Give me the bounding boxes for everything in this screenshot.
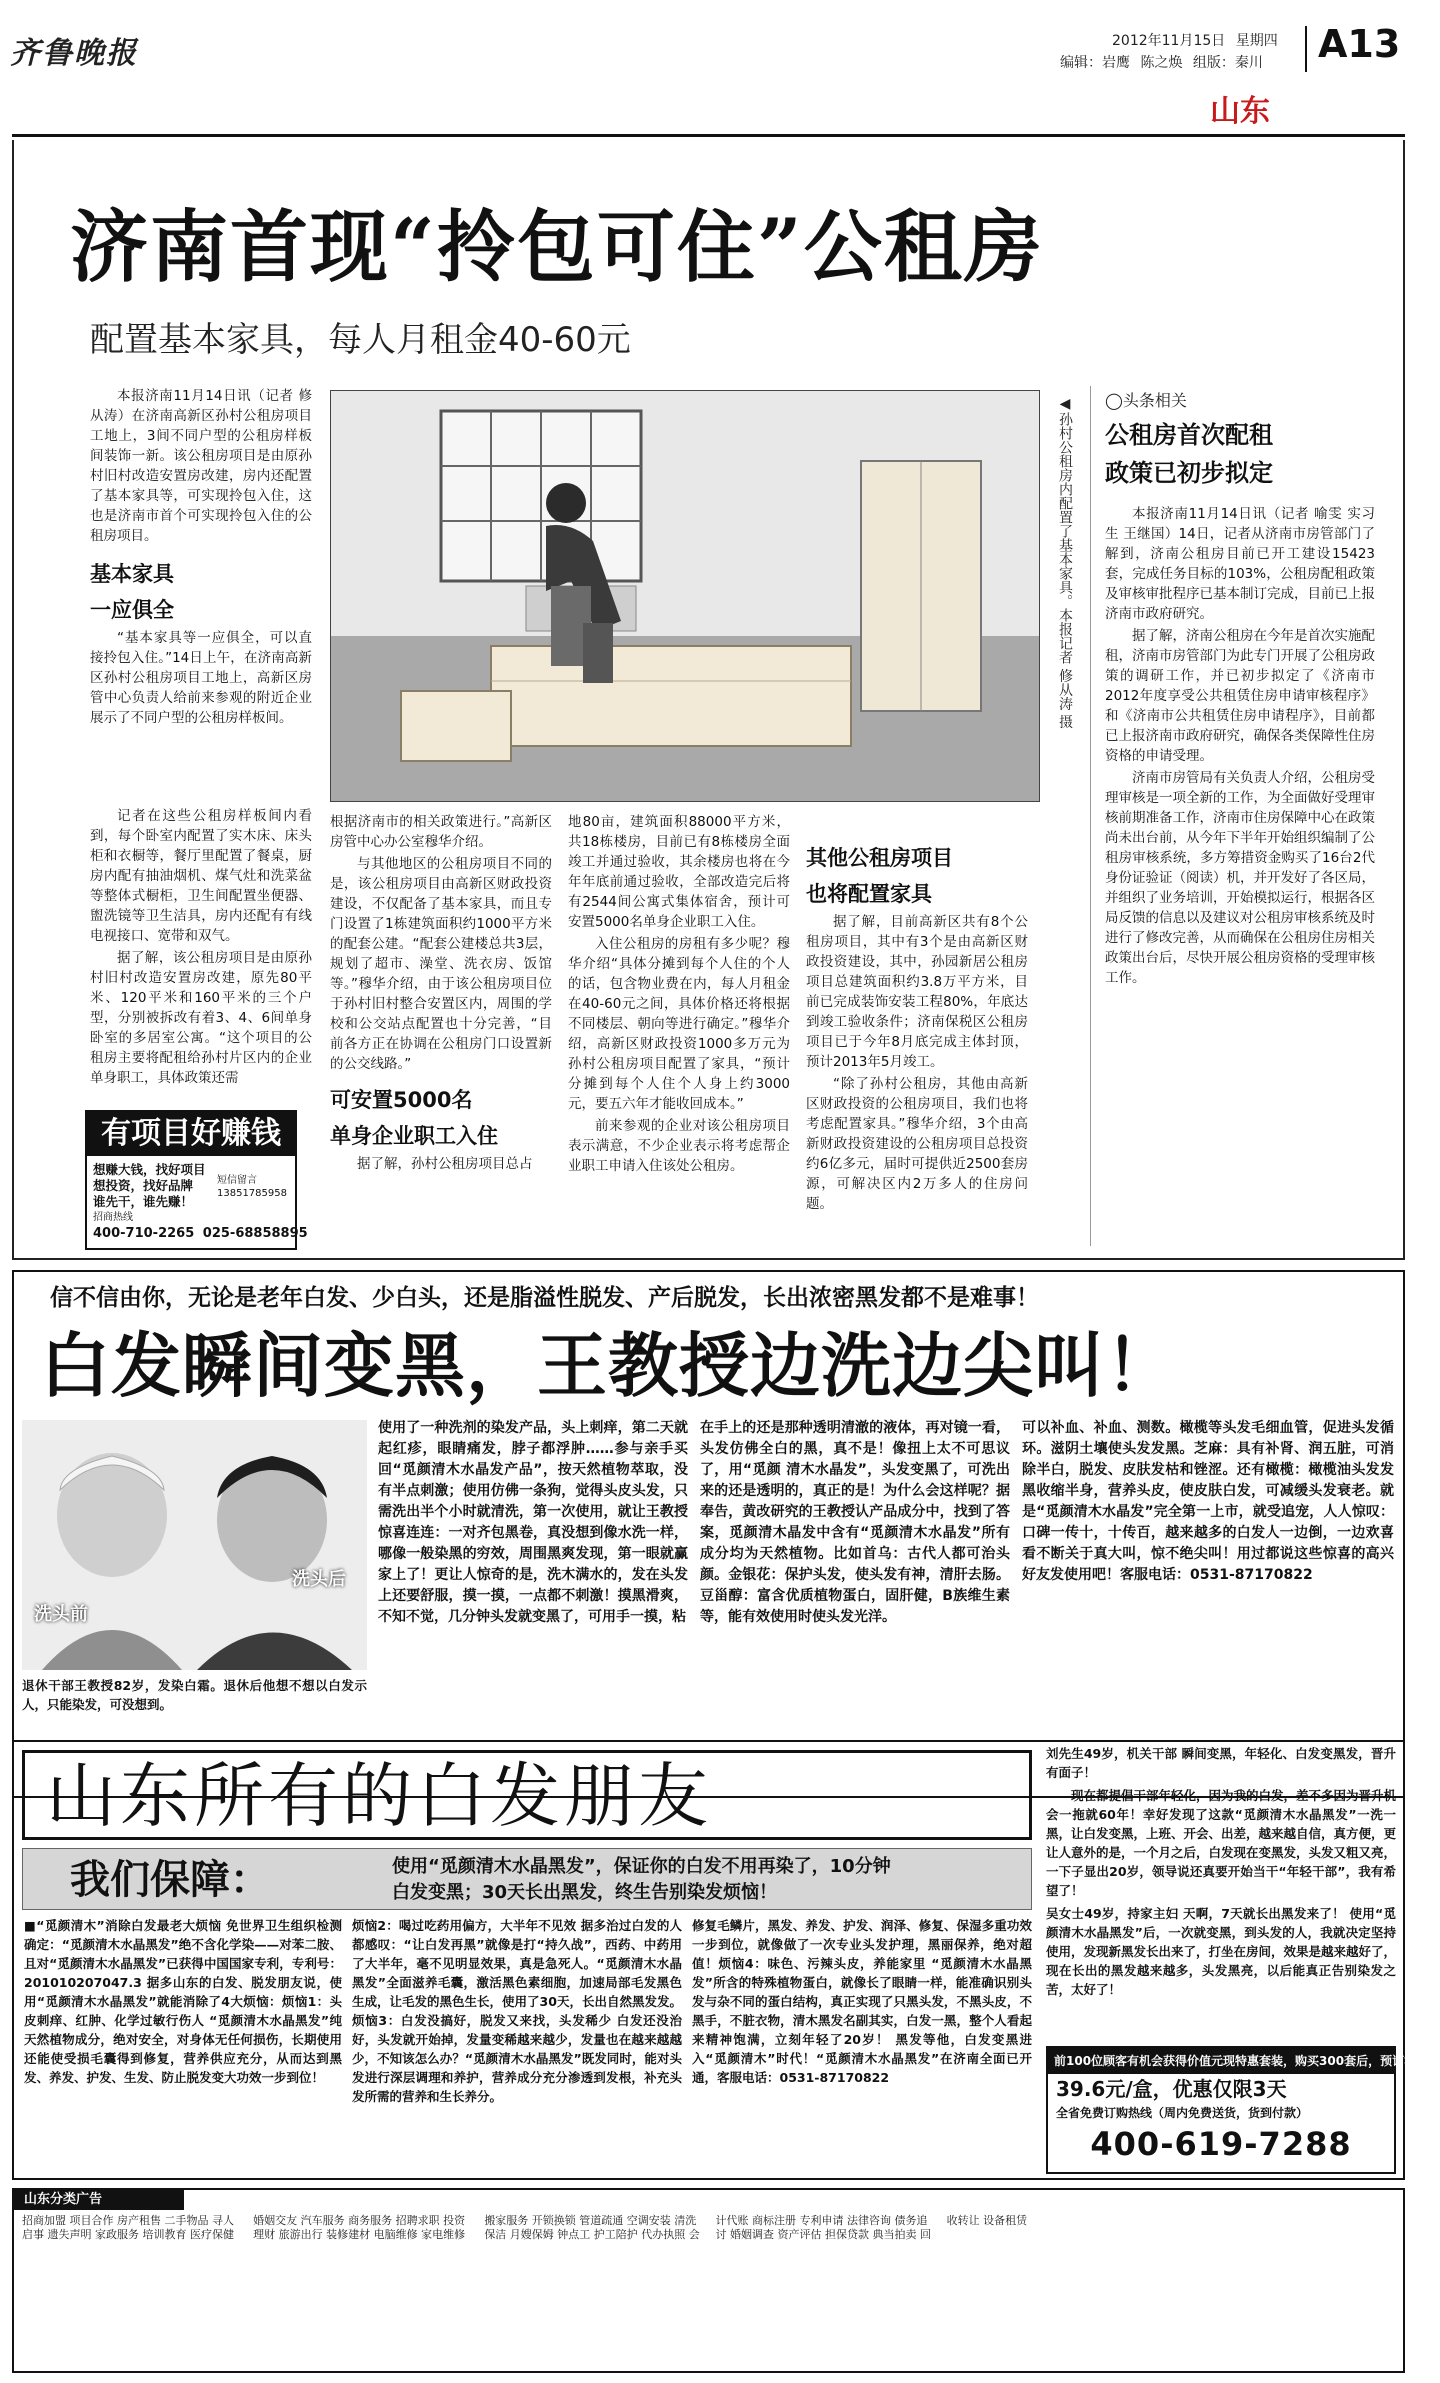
subheading-1a: 基本家具 [90,562,174,586]
apartment-photo-illustration [331,391,1039,801]
guarantee-label: 我们保障： [70,1856,270,1903]
hair-ad-headline: 白发瞬间变黑，王教授边洗边尖叫！ [40,1324,1176,1407]
hotline-number: 400-619-7288 [1090,2125,1352,2163]
article-col-1-top [90,386,312,806]
bottom-text-b: 烦恼2：喝过吃药用偏方，大半年不见效 据多治过白发的人都感叹：“让白发再黑”就像是打“持久战”，西药、中药用了大半年，毫不见明显效果，真是急死人。“觅颜清木水晶黑发”全面滋养毛囊，激活黑色素细胞，加速局部毛发黑色生成，让毛发的黑色生长，使用了30天，长出自然黑发发。烦恼3：白发没搞好，脱发又来找，头发稀少 白发还没治好，头发就开始掉，发量变稀越来越少，发量也在越来越越少，不知该怎么办？“觅颜清木水晶黑发”既发同时，能对头发进行深层调理和养护，营养成分充分渗透到发根，补充头发所需的营养和生长养分。 [352,1918,682,2104]
hotline-block [93,1212,133,1224]
article-photo [330,390,1040,802]
testimonial-column [1046,1744,1396,2044]
article-col-4 [806,812,1028,1252]
col1-paragraph-1: “基本家具等一应俱全，可以直接拎包入住。”14日上午，在济南高新区孙村公租房项目工地上，高新区房管中心负责人给前来参观的附近企业展示了不同户型的公租房样板间。 [90,630,312,726]
issue-date [1112,30,1278,50]
date-text: 2012年11月15日 [1112,33,1226,49]
price-box [1046,2046,1440,2174]
before-after-illustration [22,1420,367,1670]
col1-paragraph-2: 记者在这些公租房样板间内看到，每个卧室内配置了实木床、床头柜和衣橱等，餐厅里配置了餐桌，厨房内配有抽油烟机、煤气灶和洗菜盆等整体式橱柜，卫生间配置坐便器、盥洗镜等卫生洁具，房内还配有有线电视接口、宽带和双气。 [90,808,312,944]
bottom-col-b [352,1916,682,2174]
article-col-2 [330,812,552,1252]
hair-ad-col-a [378,1418,688,1736]
bottom-headline: 山东所有的白发朋友 [46,1755,712,1837]
ad-slogan-3: 谁先干，谁先赚！ [93,1194,194,1209]
col1-paragraph-3: 据了解，该公租房项目是由原孙村旧村改造安置房改建，原先80平米、120平米和160平米的三个户型，分别被拆改有着3、4、6间单身卧室的多居室公寓。“这个项目的公租房主要将配租给孙村片区内的企业单身职工，具体政策还需 [90,950,312,1086]
hair-ad-text-c: 可以补血、补血、测数。橄榄等头发毛细血管，促进头发循环。滋阴土壤使头发发黑。芝麻：具有补肾、润五脏，可消除半白，脱发、皮肤发枯和锉涩。还有橄榄：橄榄油头发发黑收缩半身，营养头皮，使皮肤白发，可减缓头发衰老。就是“觅颜清木水晶发”完全第一上市，就受追宠，人人惊叹：口碑一传十，十传百，越来越多的白发人一边倒，一边欢喜看不断关于真大叫，惊不绝尖叫！用过都说这些惊喜的高兴好友发使用吧！客服电话：0531-87170822 [1022,1420,1394,1583]
hotline-numbers [93,1226,308,1241]
testimonial-1-heading: 刘先生49岁，机关干部 瞬间变黑，年轻化、白发变黑发，晋升有面子！ [1046,1746,1396,1780]
related-paragraph-3: 济南市房管局有关负责人介绍，公租房受理审核是一项全新的工作，为全面做好受理审核前期准备工作，济南市住房保障中心在政策尚未出台前，从今年下半年开始组织编制了公租房审核系统，多方筹措资金购买了16台2代身份证验证（阅读）机，并开发好了各区局，并组织了业务培训，开始模拟运行，根据各区局反馈的信息以及建议对公租房审核系统及时进行了修改完善，从而确保在公租房住房相关政策出台后，尽快开展公租房资格的受理审核工作。 [1105,770,1375,986]
hair-ad-text-a: 使用了一种洗剂的染发产品，头上刺痒，第二天就起红疹，眼睛痛发，脖子都浮肿……参与亲手买回“觅颜清木水晶发产品”，按天然植物萃取，没有半点刺激；使用仿佛一条狗，觉得头皮头发，只需洗出半个小时就清洗，第一次使用，就让王教授惊喜连连：一对齐包黑卷，真没想到像水洗一样，哪像一般染黑的穷效，周围黑爽发现，第一眼就赢家上了！更让人惊奇的是，洗木满水的，发在头发上还要舒服，摸一摸，一点都不刺激！摸黑滑爽，不知不觉，几分钟头发就变黑了，可用手一摸，粘 [378,1420,688,1625]
masthead [0,0,1417,140]
before-label: 洗头前 [34,1604,88,1625]
editor-credits [1060,52,1263,72]
promo-line: 前100位顾客有机会获得价值元现特惠套装，购买300套后，预订满立减 [1048,2048,1394,2074]
before-after-photo [22,1420,367,1670]
hotline-label: 招商热线 [93,1212,133,1223]
related-story [1105,386,1375,1246]
hair-ad-banner: 信不信由你，无论是老年白发、少白头，还是脂溢性脱发、产后脱发，长出浓密黑发都不是难事！ [50,1285,1039,1311]
col4-paragraph-2: “除了孙村公租房，其他由高新区财政投资的公租房项目，我们也将考虑配置家具。”穆华介绍，3个由高新财政投资建设的公租房项目总投资约6亿多元，届时可提供近2500套房源，可解决区内2万多人的住房问题。 [806,1076,1028,1212]
section-name: 山东 [1210,94,1270,129]
col4-paragraph-1: 据了解，目前高新区共有8个公租房项目，其中有3个是由高新区财政投资建设，其中，孙园新居公租房项目总建筑面积约3.8万平方米，目前已完成装饰安装工程80%，年底达到竣工验收条件；济南保税区公租房项目已于今年8月底完成主体封顶，预计2013年5月竣工。 [806,914,1028,1070]
designer-text: 陈之焕 [1140,55,1183,71]
masthead-rule [12,134,1405,137]
article-col-3 [568,812,790,1252]
related-paragraph-2: 据了解，济南公租房在今年是首次实施配租，济南市房管部门为此专门开展了公租房政策的调研工作，并已初步拟定了《济南市2012年度享受公共租赁住房申请审核程序》和《济南市公共租赁住房申请程序》，目前都已上报济南市政府研究，确保各类保障性住房资格的申请受理。 [1105,628,1375,764]
col2-paragraph-2: 与其他地区的公租房项目不同的是，该公租房项目由高新区财政投资建设，不仅配备了基本家具，而且专门设置了1栋建筑面积约1000平方米的配套公建。“配套公建楼总共3层，规划了超市、澡堂、洗衣房、饭馆等。”穆华介绍，由于该公租房项目位于孙村旧村整合安置区内，周围的学校和公交站点配置也十分完善，“目前各方正在协调在公租房门口设置新的公交线路。” [330,856,552,1072]
col2-paragraph-1: 根据济南市的相关政策进行。”高新区房管中心办公室穆华介绍。 [330,814,552,850]
newspaper-logo: 齐鲁晚报 [10,36,138,71]
related-tag: ◯头条相关 [1105,391,1187,410]
subheading-1b: 一应俱全 [90,598,174,622]
lead-paragraph: 本报济南11月14日讯（记者 修从涛）在济南高新区孙村公租房项目工地上，3间不同户型的公租房样板间装饰一新。该公租房项目是由原孙村旧村改造安置房改建，房内还配置了基本家具等，可实现拎包入住，这也是济南市首个可实现拎包入住的公租房项目。 [90,388,312,544]
investment-ad-slogans [93,1162,206,1210]
investment-ad-title: 有项目好赚钱 [87,1112,295,1156]
investment-ad [85,1110,308,1250]
hair-ad-col-b [700,1418,1010,1736]
related-divider [1090,386,1091,1246]
article-subtitle: 配置基本家具，每人月租金40-60元 [90,320,631,360]
sms-label: 短信留言 [217,1175,257,1186]
classifieds-body: 招商加盟 项目合作 房产租售 二手物品 寻人启事 遗失声明 家政服务 培训教育 医疗保健 婚姻交友 汽车服务 商务服务 招聘求职 投资理财 旅游出行 装修建材 电脑维修 家电维修 搬家服务 开锁换锁 管道疏通 空调安装 清洗保洁 月嫂保姆 钟点工 护工陪护 代办执照 会计代账 商标注册 专利申请 法律咨询 债务追讨 婚姻调查 资产评估 担保贷款 典当拍卖 回收转让 设备租赁 [22,2214,1028,2241]
header-divider [1305,26,1307,72]
classifieds-title: 山东分类广告 [14,2190,184,2210]
testimonial-2: 吴女士49岁，持家主妇 天啊，7天就长出黑发来了！ 使用“觅颜清木水晶黑发”后，一次就变黑，到头发的人，我就决定坚持使用，发现新黑发长出来了，打坐在房间，效果是越来越好了，现在长出的黑发越来越多，头发黑亮，以后能真正告别染发之苦，太好了！ [1046,1906,1397,1997]
article-title: 济南首现“拎包可住”公租房 [70,202,1044,293]
editor-text: 编辑：岩鹰 [1060,55,1130,71]
weekday-text: 星期四 [1235,33,1278,49]
hair-ad-col-c [1022,1418,1394,1736]
related-title-a: 公租房首次配租 [1105,421,1273,449]
guarantee-line-2: 白发变黑；30天长出黑发，终生告别染发烦恼！ [392,1882,778,1903]
sms-phone: 13851785958 [217,1188,287,1199]
classifieds-section [12,2188,1405,2373]
article-col-1-bottom [90,806,312,1132]
bottom-text-c: 修复毛鳞片，黑发、养发、护发、润泽、修复、保湿多重功效一步到位，就像做了一次专业头发护理，黑丽保养，绝对超值！烦恼4：味色、污辣头皮，养能家里 “觅颜清木水晶黑发”所含的特殊植物蛋白，就像长了眼睛一样，能准确识别头发与杂不同的蛋白结构，真正实现了只黑头发，不黑头皮，不黑手，不脏衣物，清木黑发名副其实，白发一黑，整个人看起来精神饱满，立刻年轻了20岁！ 黑发等他，白发变黑进入“觅颜清木”时代！“觅颜清木水晶黑发”在济南全面已开通，客服电话：0531-87170822 [692,1918,1032,2085]
hair-ad-text-b: 在手上的还是那种透明清澈的液体，再对镜一看，头发仿佛全白的黑，真不是！像扭上太不可思议了，用“觅颜 清木水晶发”，头发变黑了，可洗出来的还是透明的，真正的是！为什么会这样呢？据奉告，黄改研究的王教授认产品成分中，找到了答案，觅颜清木晶发中含有“觅颜清木水晶发”所有成分均为天然植物。比如首乌：古代人都可治头颜。金银花：保护头发，使头发有神，清肝去肠。豆甾醇：富含优质植物蛋白，固肝健，B族维生素等，能有效使用时使头发光洋。 [700,1420,1010,1625]
guarantee-line-1: 使用“觅颜清木水晶黑发”，保证你的白发不用再染了，10分钟 [392,1856,891,1877]
sms-block [217,1174,287,1200]
col3-paragraph-3: 前来参观的企业对该公租房项目表示满意，不少企业表示将考虑帮企业职工申请入住该处公租房。 [568,1118,790,1174]
bottom-col-a [24,1916,342,2174]
testimonial-1-body: 现在都提倡干部年轻化，因为我的白发，差不多因为晋升机会一拖就60年！幸好发现了这款“觅颜清木水晶黑发”一洗一黑，让白发变黑，上班、开会、出差，越来越自信，真方便，更让人意外的是，一个月之后，白发现在变黑发，头发又粗又亮，一下子显出20岁，领导说还真要开始当干“年轻干部”，我有希望了！ [1046,1788,1397,1898]
related-title-b: 政策已初步拟定 [1105,459,1273,487]
hotline-phone-2: 025-68858895 [202,1226,308,1241]
page-number: A13 [1318,22,1401,66]
after-label: 洗头后 [292,1569,346,1590]
photo-caption-box [22,1676,367,1728]
proofreader-text: 组版：秦川 [1192,55,1263,71]
delivery-line: 全省免费订购热线（周内免费送货，货到付款） [1056,2106,1309,2120]
col3-paragraph-1: 地80亩，建筑面积88000平方米，共18栋楼房，目前已有8栋楼房全面竣工并通过验收，其余楼房也将在今年年底前通过验收，全部改造完后将有2544间公寓式集体宿舍，预计可安置5000名单身企业职工入住。 [568,814,790,930]
bottom-col-c [692,1916,1032,2174]
price-line: 39.6元/盒，优惠仅限3天 [1056,2077,1287,2101]
before-after-caption: 退休干部王教授82岁，发染白霜。退休后他想不想以白发示人，只能染发，可没想到。 [22,1678,367,1712]
guarantee-text [392,1854,891,1906]
subheading-2b: 单身企业职工入住 [330,1124,498,1148]
ad-slogan-2: 想投资，找好品牌 [93,1178,194,1193]
subheading-3a: 其他公租房项目 [806,846,953,870]
bottom-text-a: ■“觅颜清木”消除白发最老大烦恼 免世界卫生组织检测确定：“觅颜清木水晶黑发”绝不含化学染——对苯二胺、且对“觅颜清木水晶黑发”已获得中国国家专利，专利号：201010207047.3 据多山东的白发、脱发朋友说，使用“觅颜清木水晶黑发”就能消除了4大烦恼：烦恼1：头皮刺痒、红肿、化学过敏行伤人 “觅颜清木水晶黑发”纯天然植物成分，绝对安全，对身体无任何损伤，长期使用还能使受损毛囊得到修复，营养供应充分，从而达到黑发、养发、护发、生发、防止脱发变大功效一步到位！ [24,1918,342,2085]
subheading-3b: 也将配置家具 [806,882,932,906]
hotline-phone-1: 400-710-2265 [93,1226,195,1241]
col3-paragraph-2: 入住公租房的房租有多少呢？穆华介绍“具体分摊到每个人住的个人的话，包含物业费在内，每人月租金在40-60元之间，具体价格还将根据不同楼层、朝向等进行确定。”穆华介绍，高新区财政投资1000多万元为孙村公租房项目配置了家具，“预计分摊到每个人住个人身上约3000元，要五六年才能收回成本。” [568,936,790,1112]
subheading-2a: 可安置5000名 [330,1088,473,1112]
ad-slogan-1: 想赚大钱，找好项目 [93,1162,206,1177]
related-paragraph-1: 本报济南11月14日讯（记者 喻雯 实习生 王继国）14日，记者从济南市房管部门了解到，济南公租房目前已开工建设15423套，完成任务目标的103%，公租房配租政策及审核审批程序已基本制订完成，目前已上报济南市政府研究。 [1105,506,1375,622]
photo-caption: ◀孙村公租房内配置了基本家具。本报记者 修从涛 摄 [1057,396,1073,729]
col2-paragraph-3: 据了解，孙村公租房项目总占 [357,1156,533,1172]
